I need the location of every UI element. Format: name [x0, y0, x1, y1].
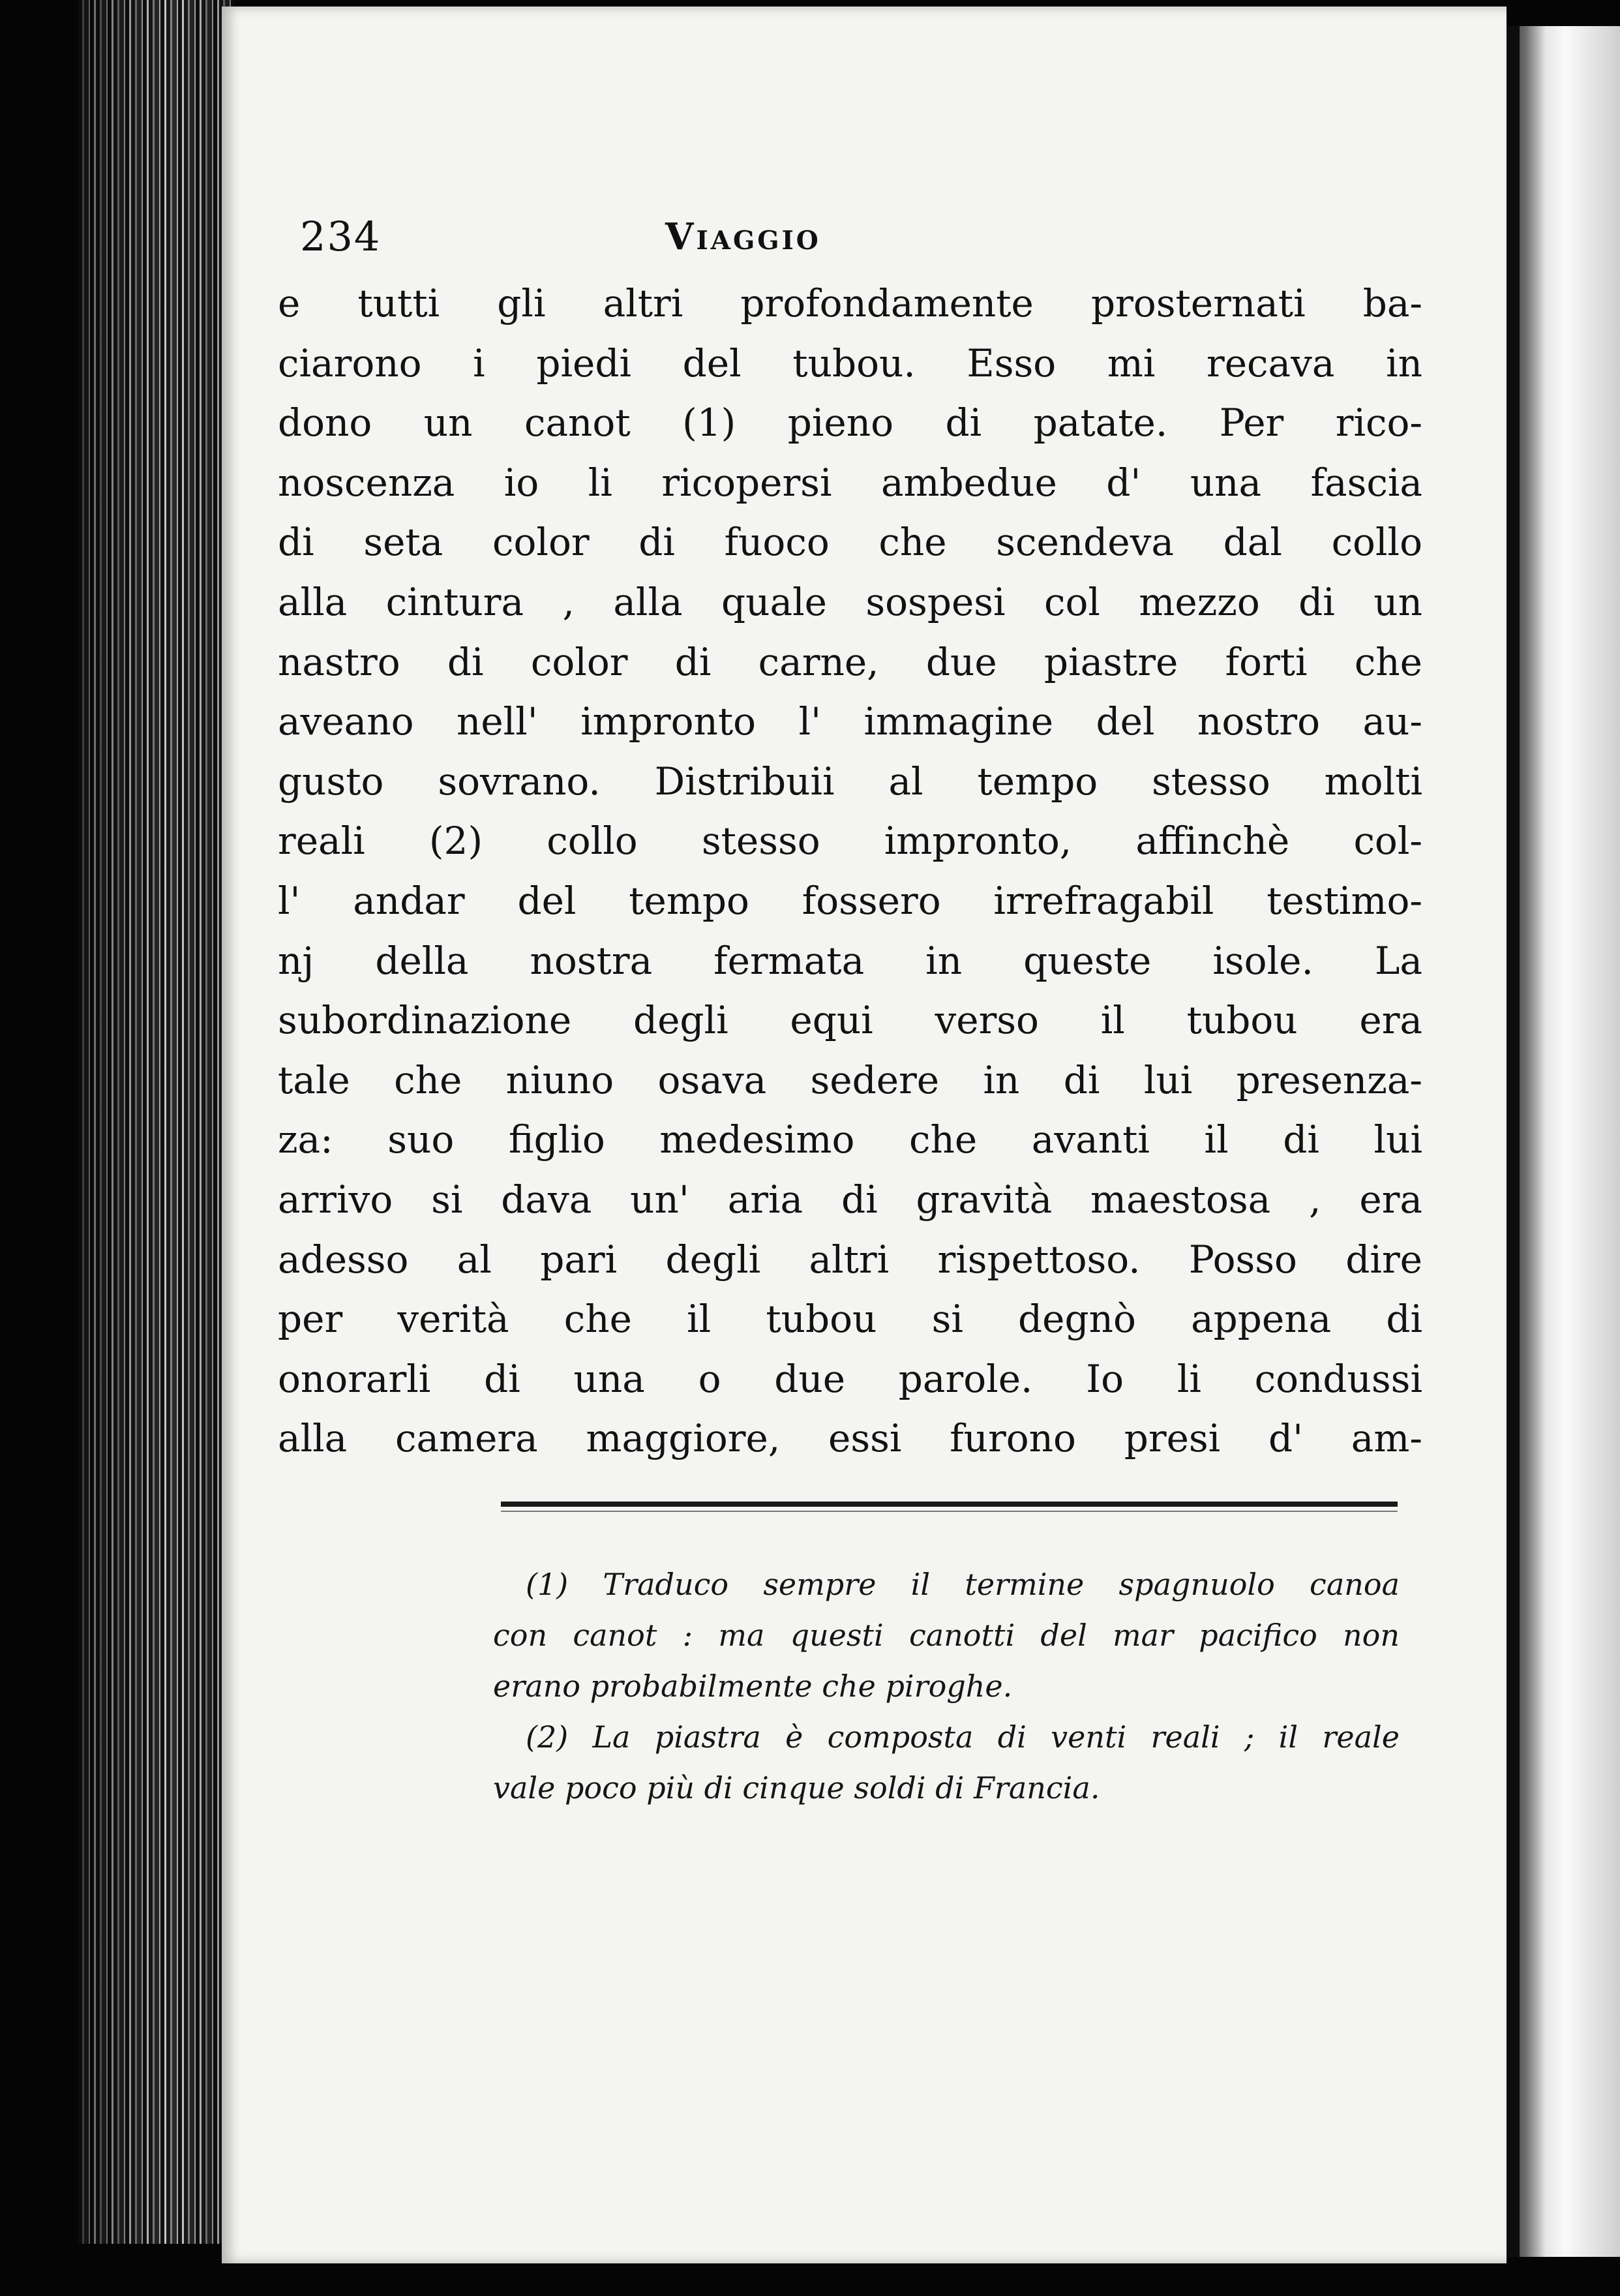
running-title: Viaggio: [665, 215, 821, 258]
body-line: gusto sovrano. Distribuii al tempo stesso molti: [278, 759, 1422, 804]
page-edges-shadow: [78, 0, 235, 2244]
body-line: reali (2) collo stesso impronto, affinchè col-: [278, 819, 1422, 864]
footnote-rule-thin: [501, 1511, 1398, 1512]
body-line: dono un canot (1) pieno di patate. Per rico-: [278, 400, 1422, 446]
body-line: nj della nostra fermata in queste isole. La: [278, 938, 1422, 983]
footnote-rule: [501, 1502, 1398, 1507]
footnote-line: con canot : ma questi canotti del mar pacifico non: [493, 1618, 1400, 1653]
body-line: onorarli di una o due parole. Io li condussi: [278, 1356, 1422, 1401]
body-line: nastro di color di carne, due piastre forti che: [278, 639, 1422, 684]
body-line: za: suo figlio medesimo che avanti il di lui: [278, 1117, 1422, 1162]
body-line: e tutti gli altri profondamente prosternati ba-: [278, 281, 1422, 325]
body-line: per verità che il tubou si degnò appena di: [278, 1297, 1422, 1342]
body-line: arrivo si dava un' aria di gravità maestosa , era: [278, 1177, 1422, 1222]
footnote-line: (1) Traduco sempre il termine spagnuolo canoa: [526, 1567, 1400, 1602]
footnote-line: (2) La piastra è composta di venti reali ; il reale: [526, 1719, 1400, 1755]
footnotes: [493, 1559, 1400, 1813]
page-number: 234: [300, 213, 382, 260]
footnote-1: [493, 1559, 1400, 1712]
body-line: alla cintura , alla quale sospesi col mezzo di un: [278, 579, 1422, 624]
running-head: [300, 207, 1096, 266]
body-line: adesso al pari degli altri rispettoso. Posso dire: [278, 1237, 1422, 1282]
body-line: di seta color di fuoco che scendeva dal collo: [278, 520, 1422, 565]
body-line: aveano nell' impronto l' immagine del nostro au-: [278, 699, 1422, 744]
body-line: l' andar del tempo fossero irrefragabil testimo-: [278, 878, 1422, 923]
body-line: noscenza io li ricopersi ambedue d' una fascia: [278, 460, 1422, 505]
body-line: ciarono i piedi del tubou. Esso mi recava in: [278, 340, 1422, 385]
body-line: subordinazione degli equi verso il tubou era: [278, 998, 1422, 1043]
footnote-line: erano probabilmente che piroghe.: [493, 1669, 1013, 1704]
body-line: tale che niuno osava sedere in di lui presenza-: [278, 1057, 1422, 1102]
body-text: [278, 274, 1422, 1469]
body-line: alla camera maggiore, essi furono presi d' am-: [278, 1416, 1422, 1461]
footnote-line: vale poco più di cinque soldi di Francia.: [493, 1770, 1100, 1805]
footnote-2: [493, 1712, 1400, 1813]
